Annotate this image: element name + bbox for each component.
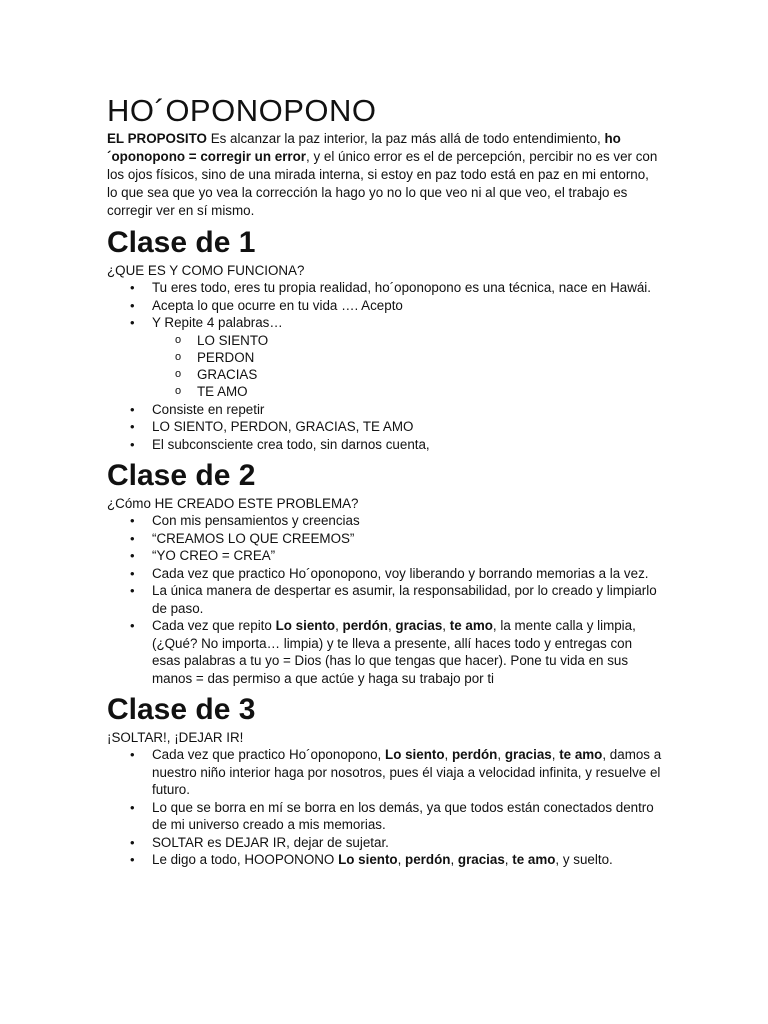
- intro-text-2: , y el único error es el de percepción, percibir no es ver con los ojos físicos, sino de una mirada interna, si estoy en paz todo está en paz en mi entorno, lo que sea que yo vea la corrección la hago yo no lo que veo ni al que veo, el trabajo es corregir ver en sí mismo.: [107, 149, 658, 218]
- words-sublist: [152, 332, 662, 401]
- separator: ,: [444, 747, 452, 763]
- bold-word: gracias: [504, 747, 552, 763]
- list-item: [152, 851, 662, 869]
- intro-text-1: Es alcanzar la paz interior, la paz más allá de todo entendimiento,: [206, 131, 605, 146]
- intro-paragraph: [107, 130, 662, 220]
- separator: ,: [397, 852, 406, 868]
- list-item: • “CREAMOS LO QUE CREEMOS”: [152, 530, 662, 548]
- list-item: [152, 314, 662, 401]
- separator: ,: [450, 852, 458, 868]
- bold-word: gracias: [395, 618, 443, 634]
- text-segment: Cada vez que repito: [152, 618, 276, 634]
- list-item: [152, 746, 662, 799]
- bold-word: perdón: [342, 618, 388, 634]
- clase-1-heading: Clase de 1: [107, 226, 256, 259]
- list-item: • Acepta lo que ocurre en tu vida …. Acepto: [152, 297, 662, 315]
- sublist-item: o PERDON: [197, 349, 662, 366]
- bold-word: Lo siento: [275, 618, 336, 634]
- clase-2-heading: Clase de 2: [107, 459, 256, 493]
- separator: ,: [504, 852, 513, 868]
- text-segment: , y suelto.: [555, 852, 613, 868]
- separator: ,: [551, 747, 560, 763]
- page-title: HO´OPONOPONO: [107, 93, 377, 128]
- bold-word: te amo: [449, 618, 493, 634]
- separator: ,: [442, 618, 450, 634]
- intro-bold: ho´oponopono = corregir un error: [107, 131, 621, 164]
- list-item: • El subconsciente crea todo, sin darnos cuenta,: [152, 436, 662, 454]
- list-item: • “YO CREO = CREA”: [152, 547, 662, 565]
- text-segment: , damos a nuestro niño interior haga por nosotros, pues él viaja a velocidad infinita, y resuelve el futuro.: [152, 747, 662, 798]
- bold-word: te amo: [559, 747, 603, 763]
- bold-word: perdón: [405, 852, 451, 868]
- list-item: • LO SIENTO, PERDON, GRACIAS, TE AMO: [152, 418, 662, 436]
- text-segment: Le digo a todo, HOOPONONO: [152, 852, 339, 868]
- list-item-text: Y Repite 4 palabras…: [152, 315, 283, 330]
- list-item: • SOLTAR es DEJAR IR, dejar de sujetar.: [152, 834, 662, 852]
- bold-word: te amo: [512, 852, 556, 868]
- text-segment: , la mente calla y limpia, (¿Qué? No importa… limpia) y te lleva a presente, allí haces todo y entregas con esas palabras a tu yo = Dios (has lo que tengas que hacer). Pone tu vida en sus manos = das permiso a que actúe y haga su trabajo por ti: [152, 618, 636, 686]
- clase-1-list: [107, 279, 662, 453]
- list-item: [152, 617, 662, 687]
- sublist-item: o LO SIENTO: [197, 332, 662, 349]
- clase-3-list: [107, 746, 662, 869]
- bold-word: Lo siento: [338, 852, 398, 868]
- separator: ,: [387, 618, 396, 634]
- clase-3-question: ¡SOLTAR!, ¡DEJAR IR!: [107, 730, 244, 746]
- intro-label: EL PROPOSITO: [107, 131, 207, 146]
- list-item: • Tu eres todo, eres tu propia realidad, ho´oponopono es una técnica, nace en Hawái.: [152, 279, 662, 297]
- sublist-item: o GRACIAS: [197, 366, 662, 383]
- separator: ,: [335, 618, 343, 634]
- bold-word: gracias: [457, 852, 505, 868]
- clase-2-question: ¿Cómo HE CREADO ESTE PROBLEMA?: [107, 496, 359, 512]
- clase-1-question: ¿QUE ES Y COMO FUNCIONA?: [107, 263, 305, 278]
- list-item: • Consiste en repetir: [152, 401, 662, 419]
- list-item: • La única manera de despertar es asumir, la responsabilidad, por lo creado y limpiarlo de paso.: [152, 582, 662, 617]
- bold-word: perdón: [451, 747, 498, 763]
- list-item: • Con mis pensamientos y creencias: [152, 512, 662, 530]
- list-item: • Cada vez que practico Ho´oponopono, voy liberando y borrando memorias a la vez.: [152, 565, 662, 583]
- clase-3-heading: Clase de 3: [107, 693, 256, 727]
- clase-2-list: [107, 512, 662, 687]
- text-segment: Cada vez que practico Ho´oponopono,: [152, 747, 386, 763]
- sublist-item: o TE AMO: [197, 383, 662, 400]
- separator: ,: [497, 747, 505, 763]
- bold-word: Lo siento: [385, 747, 445, 763]
- list-item: • Lo que se borra en mí se borra en los demás, ya que todos están conectados dentro de mi universo creado a mis memorias.: [152, 799, 662, 834]
